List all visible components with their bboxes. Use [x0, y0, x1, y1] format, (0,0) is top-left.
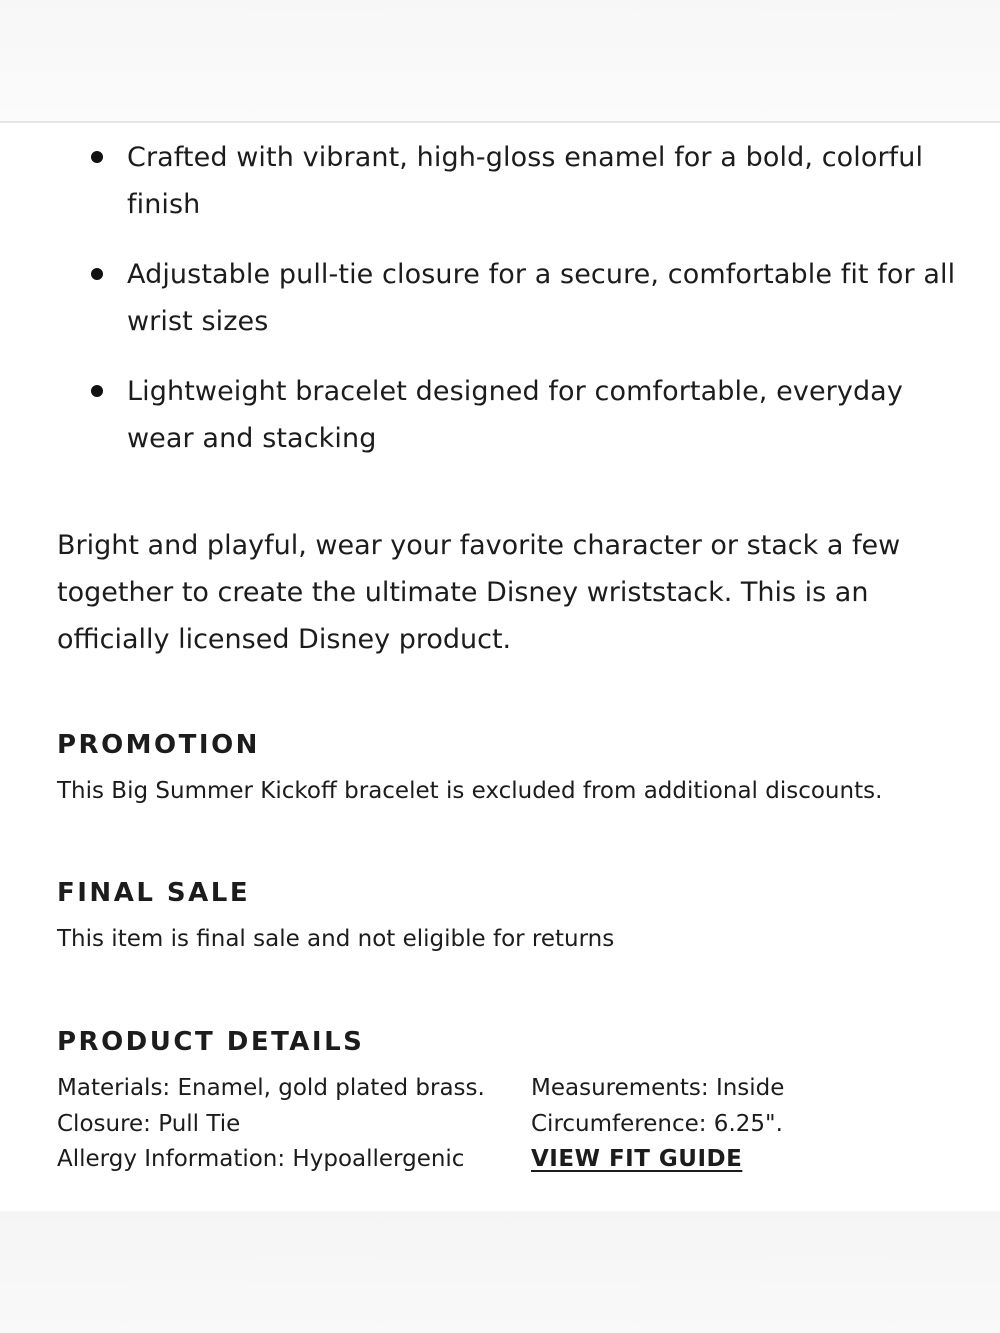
materials-info: Materials: Enamel, gold plated brass.: [57, 1075, 485, 1101]
promotion-text: This Big Summer Kickoff bracelet is excluded from additional discounts.: [57, 778, 883, 804]
promotion-title: PROMOTION: [57, 730, 260, 760]
view-fit-guide-link[interactable]: VIEW FIT GUIDE: [531, 1146, 743, 1172]
final-sale-title: FINAL SALE: [57, 878, 251, 908]
product-description-section: [0, 123, 1000, 1211]
final-sale-text: This item is final sale and not eligible for returns: [57, 926, 615, 952]
feature-item: [0, 251, 1000, 345]
details-left-column: [57, 1071, 485, 1178]
bottom-bar: [0, 1211, 1000, 1333]
product-details-title: PRODUCT DETAILS: [57, 1027, 365, 1057]
feature-list: [0, 134, 1000, 485]
feature-item: [0, 368, 1000, 462]
top-header-bar: [0, 0, 1000, 123]
measurements-info-line2: Circumference: 6.25".: [531, 1110, 783, 1137]
product-description: Bright and playful, wear your favorite character or stack a few together to create the ultimate Disney wriststack. This is an officially licensed Disney product.: [57, 530, 901, 655]
bullet-icon: [91, 268, 103, 280]
closure-info: Closure: Pull Tie: [57, 1110, 241, 1137]
measurements-info-line1: Measurements: Inside: [531, 1075, 785, 1101]
details-right-column: [531, 1071, 784, 1178]
feature-item: [0, 134, 1000, 228]
feature-text: Lightweight bracelet designed for comfortable, everyday wear and stacking: [127, 376, 903, 454]
allergy-info: Allergy Information: Hypoallergenic: [57, 1146, 465, 1172]
feature-text: Crafted with vibrant, high-gloss enamel for a bold, colorful finish: [127, 142, 924, 220]
bullet-icon: [91, 151, 103, 163]
feature-text: Adjustable pull-tie closure for a secure, comfortable fit for all wrist sizes: [127, 259, 956, 337]
bullet-icon: [91, 385, 103, 397]
